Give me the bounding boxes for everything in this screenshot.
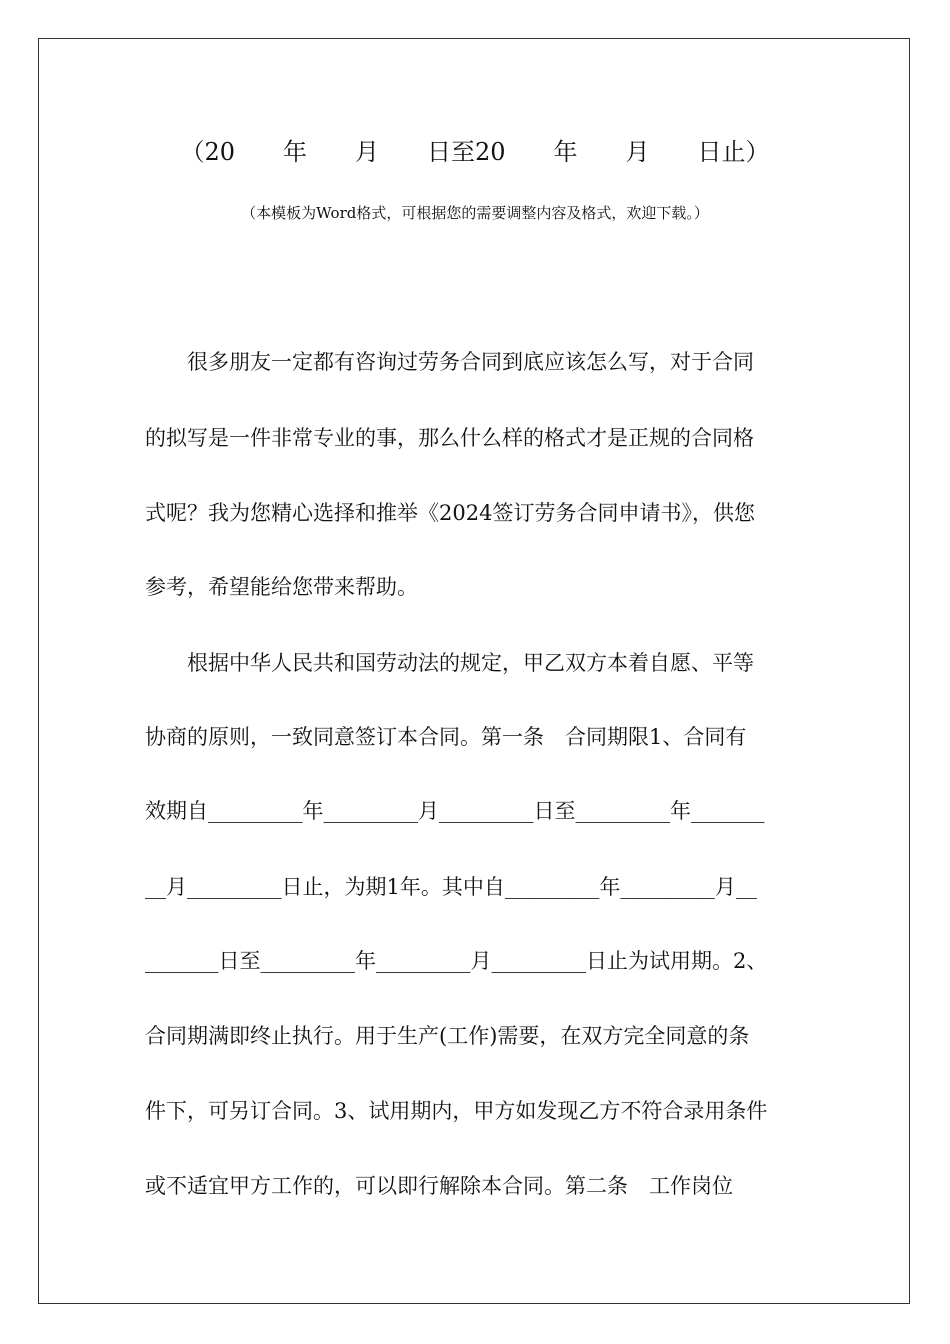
body-line: 的拟写是一件非常专业的事，那么什么样的格式才是正规的合同格 [145, 426, 754, 450]
body-line: 式呢？我为您精心选择和推举《2024签订劳务合同申请书》，供您 [145, 501, 755, 525]
body-line: 效期自_________年_________月_________日至_________年_______ [145, 799, 765, 823]
body-line: 合同期满即终止执行。用于生产(工作)需要，在双方完全同意的条 [145, 1024, 750, 1048]
body-line: 或不适宜甲方工作的，可以即行解除本合同。第二条 工作岗位 [145, 1174, 733, 1198]
body-line: _______日至_________年_________月_________日止为试用期。2、 [145, 949, 768, 973]
template-note: （本模板为Word格式，可根据您的需要调整内容及格式，欢迎下载。） [241, 204, 709, 222]
body-line: 件下，可另订合同。3、试用期内，甲方如发现乙方不符合录用条件 [145, 1099, 768, 1123]
document-title: （20 年 月 日至20 年 月 日止） [180, 138, 770, 166]
body-line: 参考，希望能给您带来帮助。 [145, 575, 418, 599]
body-line: 根据中华人民共和国劳动法的规定，甲乙双方本着自愿、平等 [145, 651, 754, 675]
body-line: 很多朋友一定都有咨询过劳务合同到底应该怎么写，对于合同 [145, 350, 754, 374]
body-line: 协商的原则，一致同意签订本合同。第一条 合同期限1、合同有 [145, 725, 747, 749]
body-line: __月_________日止，为期1年。其中自_________年_________月__ [145, 875, 757, 899]
